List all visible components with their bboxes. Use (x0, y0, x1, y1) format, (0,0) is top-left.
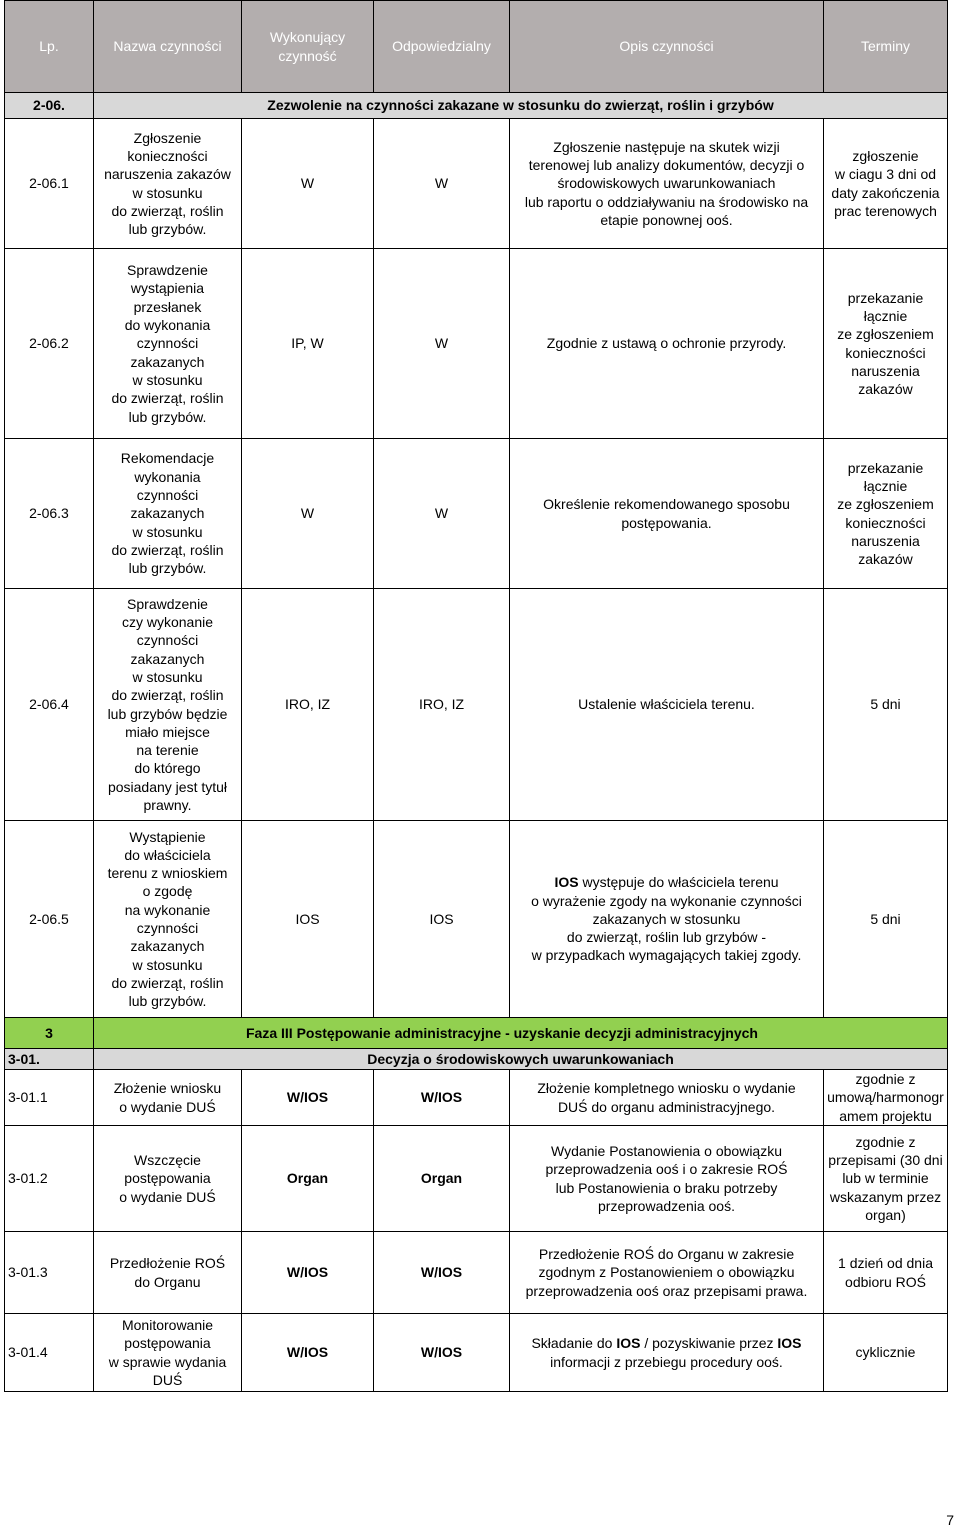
row-lp: 2-06.5 (5, 821, 94, 1018)
row-responsible: W (374, 249, 510, 439)
phase-title: Faza III Postępowanie administracyjne - uzyskanie decyzji administracyjnych (94, 1018, 948, 1049)
row-responsible: Organ (374, 1126, 510, 1232)
row-executor: Organ (242, 1126, 374, 1232)
row-description: Wydanie Postanowienia o obowiązku przeprowadzenia ooś i o zakresie ROŚ lub Postanowienia o braku potrzeby przeprowadzenia ooś. (510, 1126, 824, 1232)
ios-abbrev: IOS (616, 1335, 641, 1352)
row-responsible: W (374, 119, 510, 249)
phase-row (5, 1018, 948, 1049)
row-executor: IP, W (242, 249, 374, 439)
row-name: Zgłoszenie konieczności naruszenia zakazów w stosunku do zwierząt, roślin lub grzybów. (94, 119, 242, 249)
row-responsible: IOS (374, 821, 510, 1018)
ios-abbrev: IOS (554, 874, 579, 891)
row-name: Wszczęcie postępowania o wydanie DUŚ (94, 1126, 242, 1232)
table-row (5, 1070, 948, 1126)
description-text: występuje do właściciela terenu o wyrażenie zgody na wykonanie czynności zakazanych w stosunku do zwierząt, roślin lub grzybów - w przypadkach wymagających takiej zgody. (531, 874, 802, 964)
header-responsible: Odpowiedzialny (374, 1, 510, 93)
row-executor: IRO, IZ (242, 589, 374, 821)
row-deadline: zgłoszenie w ciagu 3 dni od daty zakończenia prac terenowych (824, 119, 948, 249)
row-responsible: W/IOS (374, 1314, 510, 1392)
row-description: Określenie rekomendowanego sposobu postępowania. (510, 439, 824, 589)
row-description: Ustalenie właściciela terenu. (510, 589, 824, 821)
table-row (5, 821, 948, 1018)
row-lp: 3-01.1 (5, 1070, 94, 1126)
header-description: Opis czynności (510, 1, 824, 93)
description-text: Składanie do (531, 1335, 617, 1352)
row-lp: 2-06.1 (5, 119, 94, 249)
table-row (5, 439, 948, 589)
row-lp: 2-06.4 (5, 589, 94, 821)
row-executor: W (242, 119, 374, 249)
procedure-table (4, 0, 948, 1392)
row-lp: 3-01.3 (5, 1232, 94, 1314)
section-title: Zezwolenie na czynności zakazane w stosunku do zwierząt, roślin i grzybów (94, 93, 948, 119)
row-name: Sprawdzenie wystąpienia przesłanek do wykonania czynności zakazanych w stosunku do zwierząt, roślin lub grzybów. (94, 249, 242, 439)
row-executor: IOS (242, 821, 374, 1018)
page-number: 7 (946, 1512, 954, 1528)
row-lp: 3-01.2 (5, 1126, 94, 1232)
table-row (5, 1314, 948, 1392)
row-name: Wystąpienie do właściciela terenu z wnioskiem o zgodę na wykonanie czynności zakazanych w stosunku do zwierząt, roślin lub grzybów. (94, 821, 242, 1018)
row-deadline: przekazanie łącznie ze zgłoszeniem konieczności naruszenia zakazów (824, 249, 948, 439)
row-description (510, 1314, 824, 1392)
row-deadline: zgodnie z umową/harmonogr amem projektu (824, 1070, 948, 1126)
row-name: Monitorowanie postępowania w sprawie wydania DUŚ (94, 1314, 242, 1392)
row-name: Złożenie wniosku o wydanie DUŚ (94, 1070, 242, 1126)
row-executor: W/IOS (242, 1070, 374, 1126)
row-name: Sprawdzenie czy wykonanie czynności zakazanych w stosunku do zwierząt, roślin lub grzybów będzie miało miejsce na terenie do którego posiadany jest tytuł prawny. (94, 589, 242, 821)
row-responsible: W/IOS (374, 1070, 510, 1126)
table-row (5, 119, 948, 249)
phase-lp: 3 (5, 1018, 94, 1049)
section-lp: 2-06. (5, 93, 94, 119)
row-executor: W/IOS (242, 1232, 374, 1314)
row-lp: 2-06.3 (5, 439, 94, 589)
row-deadline: zgodnie z przepisami (30 dni lub w terminie wskazanym przez organ) (824, 1126, 948, 1232)
row-responsible: W/IOS (374, 1232, 510, 1314)
row-description (510, 821, 824, 1018)
row-deadline: przekazanie łącznie ze zgłoszeniem konieczności naruszenia zakazów (824, 439, 948, 589)
table-row (5, 1126, 948, 1232)
row-responsible: IRO, IZ (374, 589, 510, 821)
header-lp: Lp. (5, 1, 94, 93)
header-deadlines: Terminy (824, 1, 948, 93)
section-row-3-01 (5, 1049, 948, 1070)
header-name: Nazwa czynności (94, 1, 242, 93)
header-executor: Wykonujący czynność (242, 1, 374, 93)
section-title: Decyzja o środowiskowych uwarunkowaniach (94, 1049, 948, 1070)
row-name: Rekomendacje wykonania czynności zakazanych w stosunku do zwierząt, roślin lub grzybów. (94, 439, 242, 589)
table-row (5, 1232, 948, 1314)
section-row-2-06 (5, 93, 948, 119)
ios-abbrev: IOS (777, 1335, 802, 1352)
row-lp: 2-06.2 (5, 249, 94, 439)
row-description: Złożenie kompletnego wniosku o wydanie DUŚ do organu administracyjnego. (510, 1070, 824, 1126)
description-text: / pozyskiwanie przez (640, 1335, 778, 1352)
row-deadline: 1 dzień od dnia odbioru ROŚ (824, 1232, 948, 1314)
row-executor: W (242, 439, 374, 589)
row-description: Zgodnie z ustawą o ochronie przyrody. (510, 249, 824, 439)
description-text: informacji z przebiegu procedury ooś. (550, 1353, 783, 1370)
row-executor: W/IOS (242, 1314, 374, 1392)
row-deadline: 5 dni (824, 821, 948, 1018)
row-description: Zgłoszenie następuje na skutek wizji terenowej lub analizy dokumentów, decyzji o środowiskowych uwarunkowaniach lub raportu o oddziaływaniu na środowisko na etapie ponownej ooś. (510, 119, 824, 249)
row-deadline: cyklicznie (824, 1314, 948, 1392)
table-row (5, 589, 948, 821)
row-name: Przedłożenie ROŚ do Organu (94, 1232, 242, 1314)
row-responsible: W (374, 439, 510, 589)
table-header (5, 1, 948, 93)
section-lp: 3-01. (5, 1049, 94, 1070)
row-description: Przedłożenie ROŚ do Organu w zakresie zgodnym z Postanowieniem o obowiązku przeprowadzenia ooś oraz przepisami prawa. (510, 1232, 824, 1314)
row-deadline: 5 dni (824, 589, 948, 821)
row-lp: 3-01.4 (5, 1314, 94, 1392)
table-row (5, 249, 948, 439)
